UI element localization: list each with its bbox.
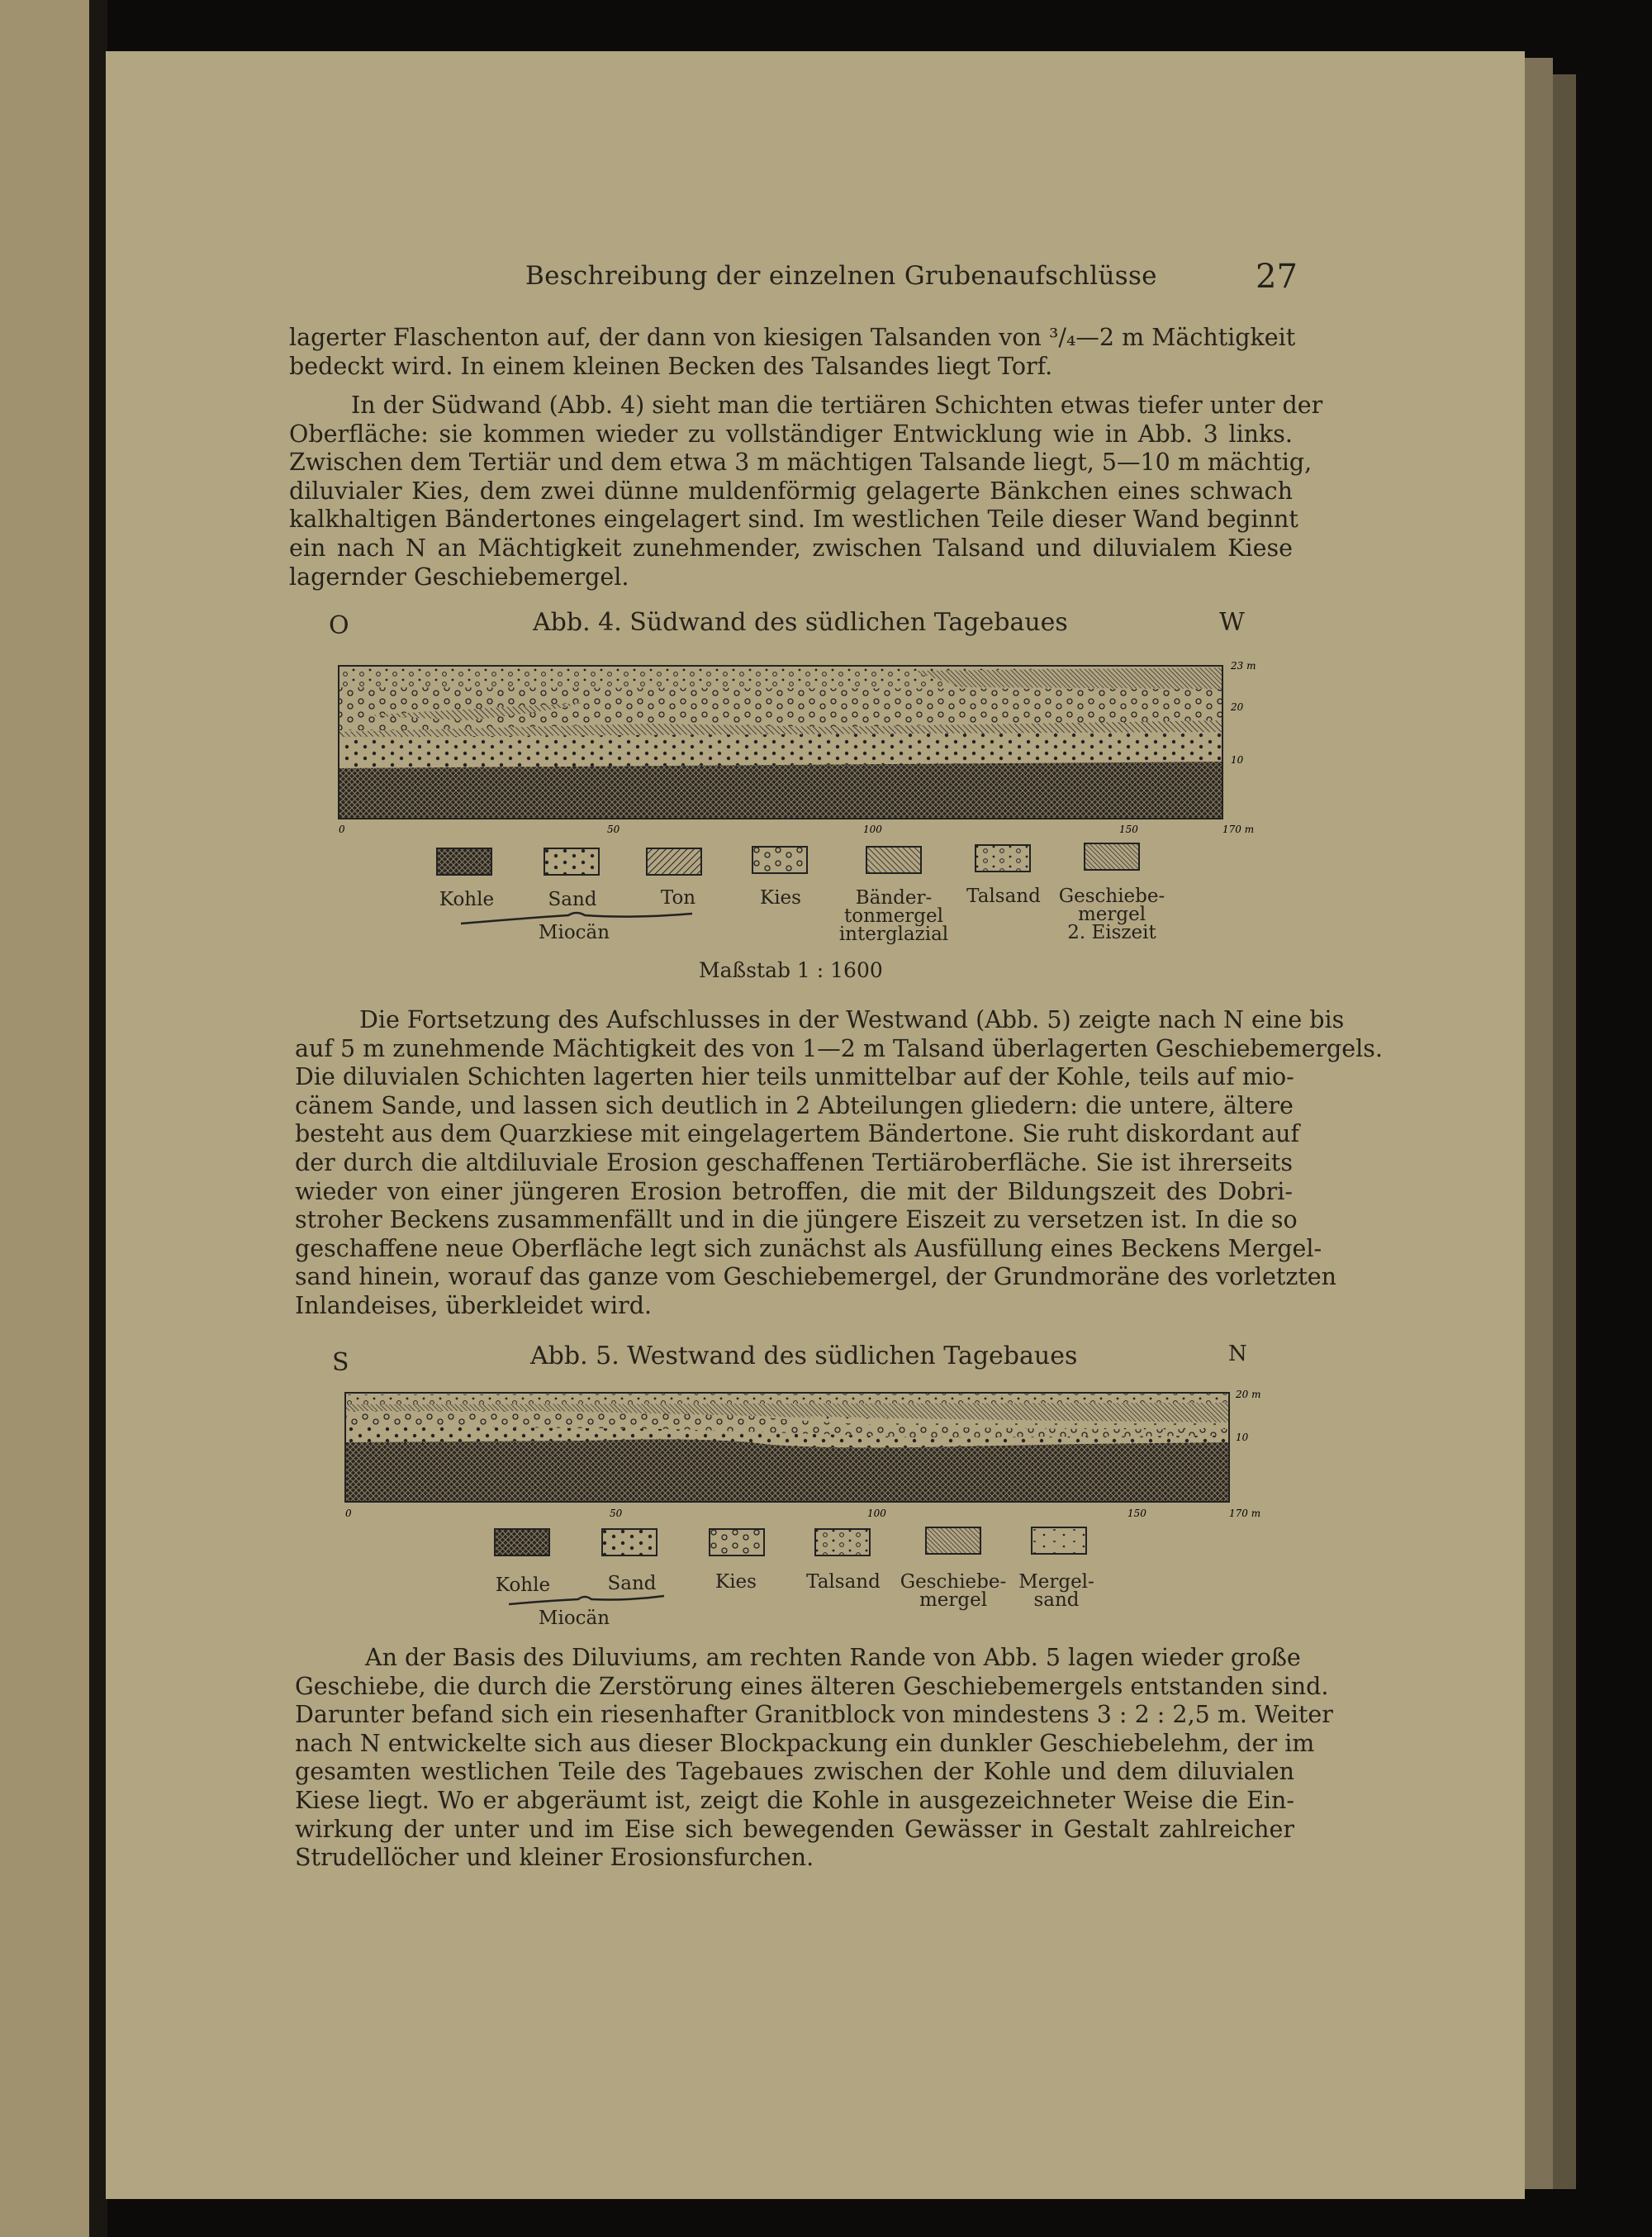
fig5-legend-label: Talsand [806, 1571, 881, 1593]
fig5-caption: Abb. 5. Westwand des südlichen Tagebaues [530, 1342, 1078, 1370]
text-line: kalkhaltigen Bändertones eingelagert sind. Im westlichen Teile dieser Wand beginnt [289, 506, 1298, 534]
fig4-swatch-sand [544, 848, 600, 876]
fig5-group-label: Miocän [538, 1608, 610, 1629]
fig4-scale: Maßstab 1 : 1600 [699, 958, 883, 982]
fig4-legend-label: Bänder- [855, 887, 933, 909]
fig5-legend-sub: sand [1033, 1589, 1080, 1611]
text-line: ein nach N an Mächtigkeit zunehmender, zwischen Talsand und diluvialem Kiese [289, 534, 1293, 562]
fig4-tick-x: 100 [863, 824, 882, 835]
text-line: Zwischen dem Tertiär und dem etwa 3 m mächtigen Talsande liegt, 5—10 m mächtig, [289, 449, 1313, 477]
fig4-tick-x: 50 [607, 824, 620, 835]
fig5-tick-y: 10 [1236, 1432, 1249, 1443]
fig4-legend-sub: interglazial [838, 924, 949, 945]
page-number: 27 [1256, 258, 1298, 296]
fig5-profile [339, 1386, 1289, 1535]
fig5-legend-label: Mergel- [1018, 1571, 1094, 1593]
background-left-page [0, 0, 103, 2237]
fig4-tick-y: 20 [1231, 701, 1244, 713]
fig4-swatch-ton [646, 848, 702, 876]
fig4-tick-x: 150 [1119, 824, 1138, 835]
fig4-tick-x: 170 m [1222, 824, 1255, 835]
paragraph-2 [289, 392, 1323, 591]
fig4-legend-sub: mergel [1077, 904, 1146, 925]
page-stack [1553, 74, 1576, 2189]
paragraph-4 [295, 1644, 1333, 1873]
page-edge-shade [1525, 58, 1553, 2189]
text-line: bedeckt wird. In einem kleinen Becken des Talsandes liegt Torf. [289, 352, 1053, 380]
fig5-tick-x: 0 [345, 1508, 352, 1519]
fig5-legend-label: Kohle [495, 1574, 551, 1596]
fig5-legend-sub: mergel [919, 1589, 988, 1611]
fig5-tick-x: 170 m [1229, 1508, 1261, 1519]
text-line: Darunter befand sich ein riesenhafter Granitblock von mindestens 3 : 2 : 2,5 m. Weiter [295, 1701, 1333, 1729]
fig4-tick-y: 10 [1231, 754, 1244, 766]
fig5-swatch-kohle [494, 1528, 550, 1556]
text-line: Strudellöcher und kleiner Erosionsfurchen. [295, 1844, 814, 1872]
text-line: cänem Sande, und lassen sich deutlich in 2 Abteilungen gliedern: die untere, ältere [295, 1091, 1294, 1119]
fig5-legend-label: Geschiebe- [900, 1571, 1007, 1593]
fig5-swatch-mergelsand [1031, 1527, 1087, 1555]
fig4-legend-sub: 2. Eiszeit [1067, 922, 1156, 943]
paragraph-1 [289, 324, 1296, 381]
text-line: auf 5 m zunehmende Mächtigkeit des von 1—2 m Talsand überlagerten Geschiebemergels. [295, 1034, 1383, 1062]
text-line: Oberfläche: sie kommen wieder zu vollständiger Entwicklung wie in Abb. 3 links. [289, 420, 1293, 448]
fig5-legend-label: Sand [607, 1573, 657, 1594]
text-line: lagerter Flaschenton auf, der dann von kiesigen Talsanden von ³/₄—2 m Mächtigkeit [289, 324, 1296, 351]
text-line: lagernder Geschiebemergel. [289, 563, 629, 591]
fig4-left-direction: O [329, 611, 349, 640]
fig5-swatch-sand [601, 1528, 657, 1556]
text-line: gesamten westlichen Teile des Tagebaues zwischen der Kohle und dem diluvialen [295, 1758, 1294, 1786]
fig5-tick-x: 100 [867, 1508, 886, 1519]
text-line: In der Südwand (Abb. 4) sieht man die tertiären Schichten etwas tiefer unter der [351, 392, 1323, 419]
text-line: wieder von einer jüngeren Erosion betroffen, die mit der Bildungszeit des Dobri- [295, 1177, 1293, 1205]
text-line: der durch die altdiluviale Erosion geschaffenen Tertiäroberfläche. Sie ist ihrerseits [295, 1148, 1293, 1176]
fig5-left-direction: S [332, 1348, 349, 1377]
fig5-layer-kohle [345, 1439, 1229, 1502]
fig4-legend-label: Ton [660, 887, 696, 909]
text-line: Inlandeises, überkleidet wird. [295, 1291, 653, 1319]
fig5-swatch-kies [709, 1528, 765, 1556]
binding-gutter [89, 0, 107, 2237]
fig4-legend-label: Sand [548, 889, 597, 910]
fig4-layer-geschiebemergel [913, 667, 1222, 689]
fig4-layer-kohle [339, 762, 1222, 819]
text-line: diluvialer Kies, dem zwei dünne muldenförmig gelagerte Bänkchen eines schwach [289, 477, 1293, 505]
fig4-profile [335, 658, 1268, 839]
fig5-right-direction: N [1228, 1342, 1247, 1366]
text-line: besteht aus dem Quarzkiese mit eingelagertem Bändertone. Sie ruht diskordant auf [295, 1120, 1300, 1148]
fig4-legend-label: Kohle [439, 889, 495, 910]
text-line: geschaffene neue Oberfläche legt sich zunächst als Ausfüllung eines Beckens Mergel- [295, 1234, 1322, 1262]
fig4-legend-label: Kies [760, 887, 801, 909]
text-line: Die Fortsetzung des Aufschlusses in der Westwand (Abb. 5) zeigte nach N eine bis [359, 1006, 1345, 1033]
text-line: stroher Beckens zusammenfällt und in die jüngere Eiszeit zu versetzen ist. In die so [295, 1206, 1298, 1234]
fig4-swatch-kies [752, 846, 808, 874]
fig4-swatch-bandertonmergel [866, 846, 922, 874]
fig4-caption: Abb. 4. Südwand des südlichen Tagebaues [533, 608, 1068, 637]
fig5-tick-x: 150 [1127, 1508, 1146, 1519]
text-line: wirkung der unter und im Eise sich bewegenden Gewässer in Gestalt zahlreicher [295, 1815, 1294, 1843]
fig5-tick-y: 20 m [1236, 1389, 1261, 1400]
fig5-legend-label: Kies [715, 1571, 757, 1593]
fig4-right-direction: W [1219, 608, 1245, 637]
fig4-legend-label: Geschiebe- [1058, 886, 1165, 907]
fig4-swatch-kohle [436, 848, 492, 876]
fig5-swatch-talsand [814, 1528, 871, 1556]
text-line: sand hinein, worauf das ganze vom Geschiebemergel, der Grundmoräne des vorletzten [295, 1263, 1337, 1291]
fig4-legend-sub: tonmergel [843, 905, 943, 927]
fig4-swatch-geschiebemergel [1084, 843, 1140, 871]
fig4-swatch-talsand [975, 844, 1031, 872]
running-title: Beschreibung der einzelnen Grubenaufschlüsse [525, 261, 1157, 291]
text-line: nach N entwickelte sich aus dieser Blockpackung ein dunkler Geschiebelehm, der im [295, 1729, 1315, 1757]
text-line: Geschiebe, die durch die Zerstörung eines älteren Geschiebemergels entstanden sind. [295, 1672, 1329, 1700]
text-line: Die diluvialen Schichten lagerten hier teils unmittelbar auf der Kohle, teils auf mio- [295, 1063, 1294, 1091]
fig4-tick-y: 23 m [1231, 660, 1256, 672]
fig5-miocan-brace [504, 1591, 669, 1609]
fig4-tick-x: 0 [339, 824, 345, 835]
fig4-group-label: Miocän [538, 922, 610, 943]
paragraph-3 [295, 1006, 1383, 1321]
text-line: An der Basis des Diluviums, am rechten Rande von Abb. 5 lagen wieder große [365, 1644, 1301, 1671]
fig5-swatch-geschiebemergel [925, 1527, 981, 1555]
fig5-tick-x: 50 [610, 1508, 623, 1519]
text-line: Kiese liegt. Wo er abgeräumt ist, zeigt die Kohle in ausgezeichneter Weise die Ein- [295, 1786, 1294, 1814]
fig4-legend-label: Talsand [966, 886, 1041, 907]
